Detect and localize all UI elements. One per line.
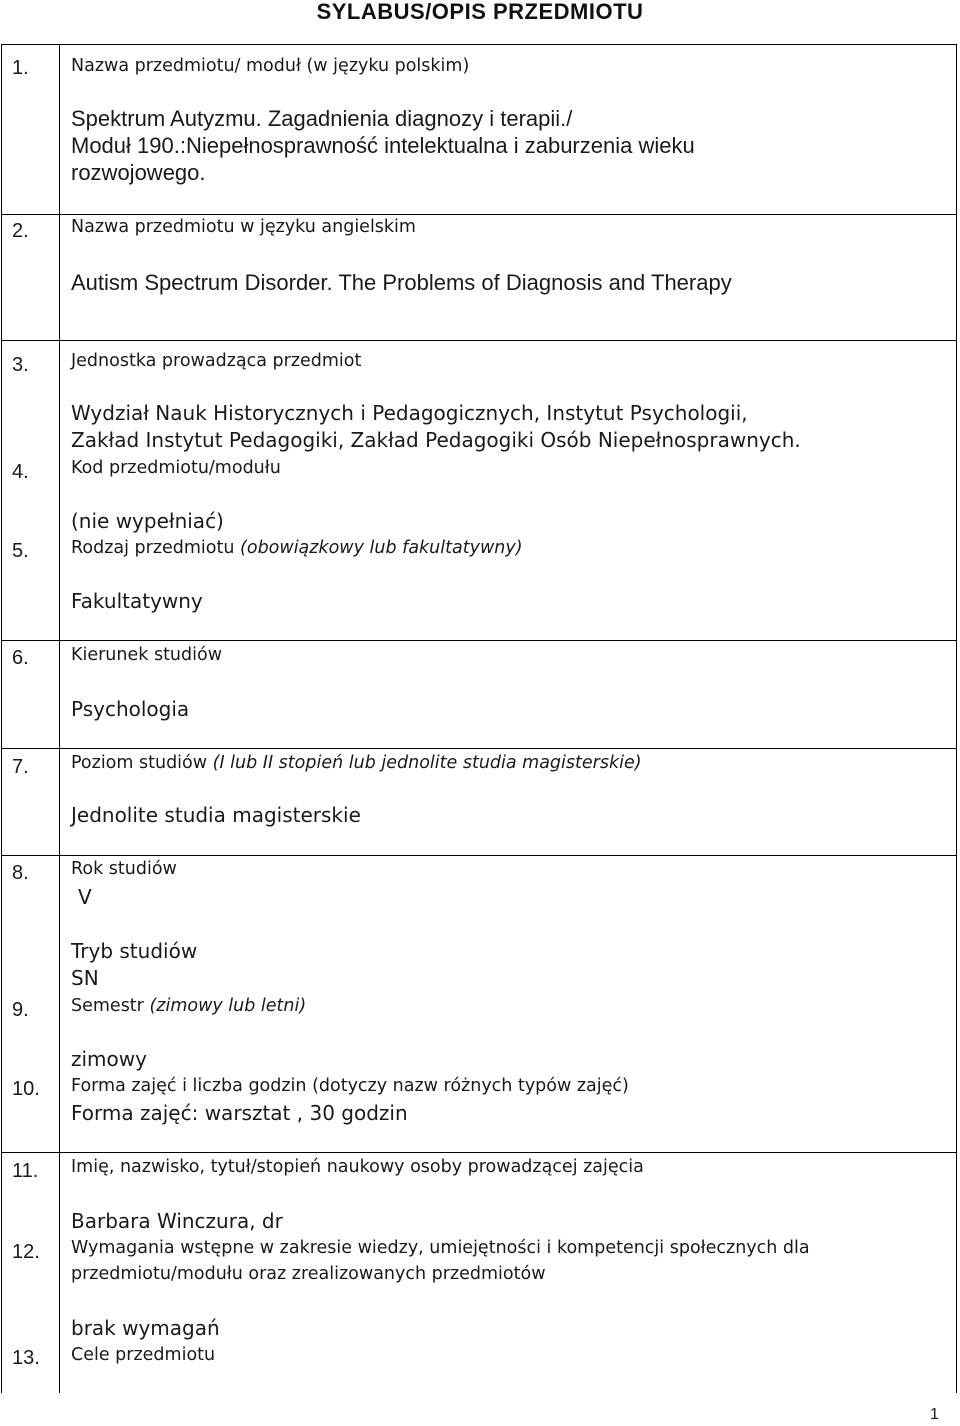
row-value-line: Zakład Instytut Pedagogiki, Zakład Pedagogiki Osób Niepełnosprawnych.: [71, 428, 801, 452]
row-divider: [1, 640, 957, 641]
row-value-line: (nie wypełniać): [71, 509, 224, 533]
row-value-line: Moduł 190.:Niepełnosprawność intelektualna i zaburzenia wieku: [71, 133, 695, 158]
row-label-semester: Semestr (zimowy lub letni): [71, 996, 307, 1016]
row-number: 1.: [12, 57, 29, 79]
row-number: 4.: [12, 461, 29, 483]
row-divider: [1, 855, 957, 856]
page-number: 1: [930, 1406, 939, 1423]
row-divider: [1, 748, 957, 749]
row-label-level: Poziom studiów (I lub II stopień lub jednolite studia magisterskie): [71, 753, 642, 773]
row-value-line: rozwojowego.: [71, 160, 206, 185]
row-number: 2.: [12, 220, 29, 242]
row-number: 9.: [12, 999, 29, 1021]
row-number: 7.: [12, 756, 29, 778]
row-label-course-name-en: Nazwa przedmiotu w języku angielskim: [71, 217, 416, 237]
row-value-line: Autism Spectrum Disorder. The Problems of Diagnosis and Therapy: [71, 270, 732, 295]
row-label-year: Rok studiów: [71, 859, 177, 879]
row-number: 13.: [12, 1347, 40, 1369]
row-label-field-of-study: Kierunek studiów: [71, 645, 223, 665]
row-label-type: Rodzaj przedmiotu (obowiązkowy lub fakultatywny): [71, 538, 523, 558]
row-label-course-name-pl: Nazwa przedmiotu/ moduł (w języku polskim): [71, 56, 470, 76]
row-divider: [1, 1152, 957, 1153]
row-value-line: Wydział Nauk Historycznych i Pedagogicznych, Instytut Psychologii,: [71, 401, 748, 425]
row-label-class-form: Forma zajęć i liczba godzin (dotyczy nazw różnych typów zajęć): [71, 1076, 629, 1096]
row-label-unit: Jednostka prowadząca przedmiot: [71, 351, 362, 371]
row-number: 6.: [12, 647, 29, 669]
row-number: 3.: [12, 354, 29, 376]
page-title: SYLABUS/OPIS PRZEDMIOTU: [316, 0, 644, 24]
row-value-line: Spektrum Autyzmu. Zagadnienia diagnozy i terapii./: [71, 106, 573, 131]
row-number: 10.: [12, 1078, 40, 1100]
row-sub-label-mode: Tryb studiów: [71, 939, 198, 963]
row-number: 12.: [12, 1241, 40, 1263]
row-number: 11.: [12, 1160, 39, 1182]
row-value-line: Forma zajęć: warsztat , 30 godzin: [71, 1101, 408, 1125]
row-label-objectives: Cele przedmiotu: [71, 1345, 216, 1365]
row-sub-value-mode: SN: [71, 966, 99, 990]
row-value-line: zimowy: [71, 1047, 147, 1071]
row-label-prerequisites: Wymagania wstępne w zakresie wiedzy, umiejętności i kompetencji społecznych dla: [71, 1238, 810, 1258]
row-label-prerequisites-cont: przedmiotu/modułu oraz zrealizowanych przedmiotów: [71, 1264, 546, 1284]
row-value-line: V: [78, 885, 92, 909]
row-value-line: Barbara Winczura, dr: [71, 1209, 283, 1233]
row-label-code: Kod przedmiotu/modułu: [71, 458, 281, 478]
column-divider: [59, 44, 60, 1393]
row-divider: [1, 214, 957, 215]
row-number: 8.: [12, 862, 29, 884]
row-divider: [1, 340, 957, 341]
row-number: 5.: [12, 540, 29, 562]
row-value-line: Jednolite studia magisterskie: [71, 803, 361, 827]
row-value-line: Fakultatywny: [71, 589, 203, 613]
row-value-line: brak wymagań: [71, 1316, 220, 1340]
row-value-line: Psychologia: [71, 697, 190, 721]
row-label-instructor: Imię, nazwisko, tytuł/stopień naukowy osoby prowadzącej zajęcia: [71, 1157, 644, 1177]
